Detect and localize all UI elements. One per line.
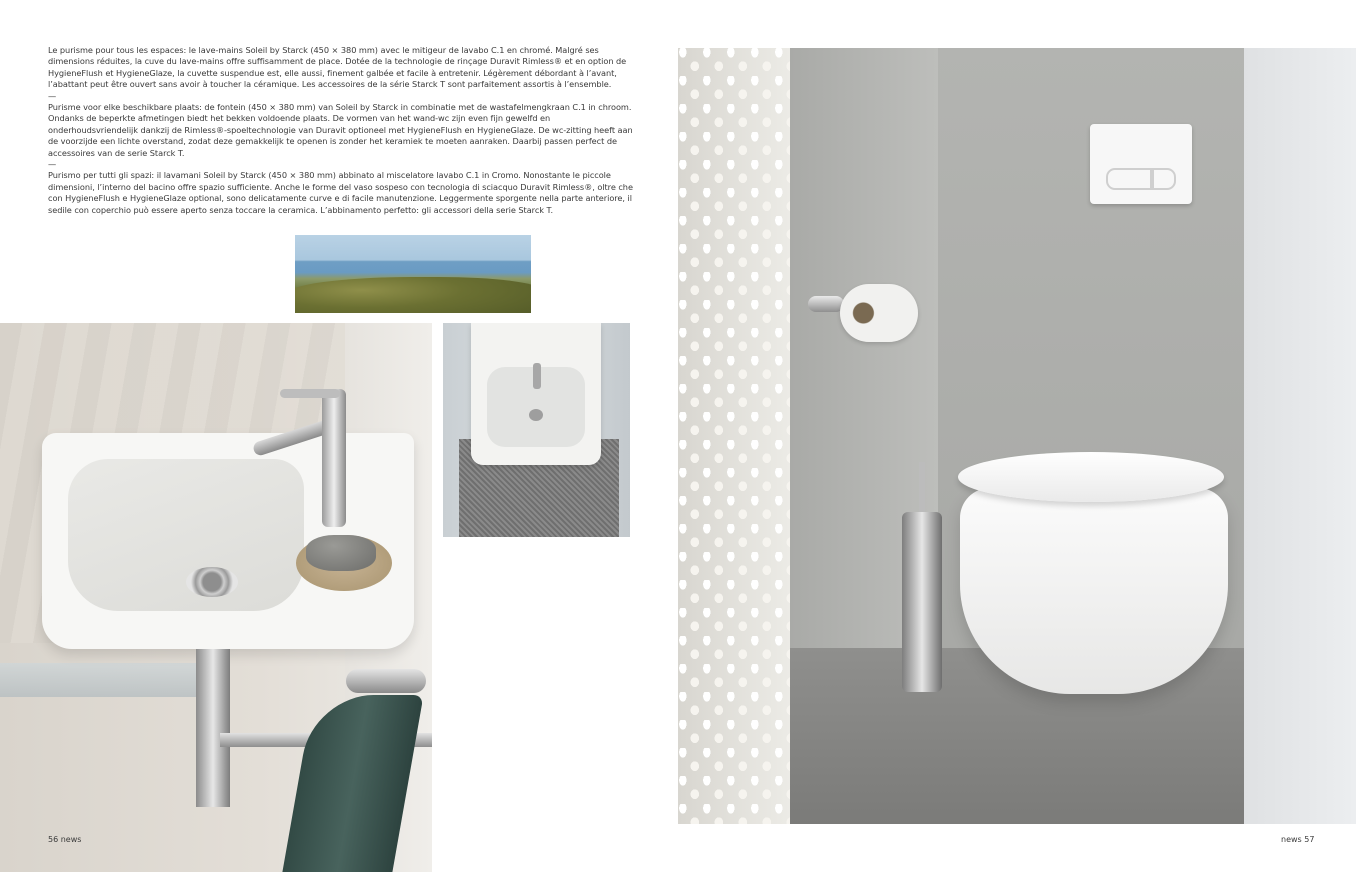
glass-shelf	[0, 663, 200, 697]
toilet-roll-holder	[808, 296, 844, 312]
page-number-right: news 57	[1281, 835, 1315, 844]
language-divider: —	[48, 159, 57, 170]
basin-drain	[186, 567, 238, 597]
basin-top-view-photo	[443, 323, 630, 537]
article-text	[48, 45, 633, 216]
basin-drain	[529, 409, 543, 421]
flush-button-small	[1150, 168, 1176, 190]
toilet-seat	[958, 452, 1224, 502]
wall-hung-toilet-photo	[678, 48, 1356, 824]
toilet-bowl	[960, 488, 1228, 694]
language-divider: —	[48, 90, 57, 101]
bright-wall	[1244, 48, 1356, 824]
towel-hook	[346, 669, 426, 693]
soap-stone	[306, 535, 376, 571]
basin-mixer-tap	[322, 389, 346, 527]
drain-pipe	[196, 649, 230, 807]
dune-grass	[295, 277, 531, 313]
basin-bowl	[68, 459, 304, 611]
tap-lever	[280, 389, 340, 398]
toilet-roll	[840, 284, 918, 342]
paragraph-italian: Purismo per tutti gli spazi: il lavamani Soleil by Starck (450 × 380 mm) abbinato al miscelatore lavabo C.1 in Cromo. Nonostante le piccole dimensioni, l’interno del bacino offre spazio sufficiente. Anche le forme del vaso sospeso con tecnologia di sciacquo Duravit Rimless®, oltre che con HygieneFlush e HygieneGlaze optional, sono delicatamente curve e di facile manutenzione. Leggermente sporgente nella parte anteriore, il sedile con coperchio può essere aperto senza toccare la ceramica. L’abbinamento perfetto: gli accessori della serie Starck T.	[48, 170, 633, 215]
flush-button-large	[1106, 168, 1154, 190]
paragraph-french: Le purisme pour tous les espaces: le lave-mains Soleil by Starck (450 × 380 mm) avec le mitigeur de lavabo C.1 en chromé. Malgré ses dimensions réduites, la cuve du lave-mains offre suffisamment de place. Dotée de la technologie de rinçage Duravit Rimless® et en option de HygieneFlush et HygieneGlaze, la cuvette suspendue est, elle aussi, finement galbée et facile à entretenir. Légèrement débordant à l’avant, l’abattant peut être ouvert sans avoir à toucher la céramique. Les accessoires de la série Starck T sont parfaitement assortis à l’ensemble.	[48, 45, 627, 90]
pebble-wall	[678, 48, 790, 824]
toilet-brush-handle	[919, 462, 925, 516]
flush-plate	[1090, 124, 1192, 204]
page-number-left: 56 news	[48, 835, 82, 844]
hand-basin-photo	[0, 323, 432, 872]
tap	[533, 363, 541, 389]
coastal-landscape-photo	[295, 235, 531, 313]
paragraph-dutch: Purisme voor elke beschikbare plaats: de fontein (450 × 380 mm) van Soleil by Starck in combinatie met de wastafelmengkraan C.1 in chroom. Ondanks de beperkte afmetingen biedt het bekken voldoende plaats. De vormen van het wand-wc zijn even fijn gewelfd en onderhoudsvriendelijk dankzij de Rimless®-spoeltechnologie van Duravit optioneel met HygieneFlush en HygieneGlaze. De wc-zitting heeft aan de voorzijde een lichte overstand, zodat deze gemakkelijk te openen is zonder het keramiek te moeten aanraken. Daarbij passen perfect de accessoires van de serie Starck T.	[48, 102, 633, 158]
toilet-brush-holder	[902, 512, 942, 692]
